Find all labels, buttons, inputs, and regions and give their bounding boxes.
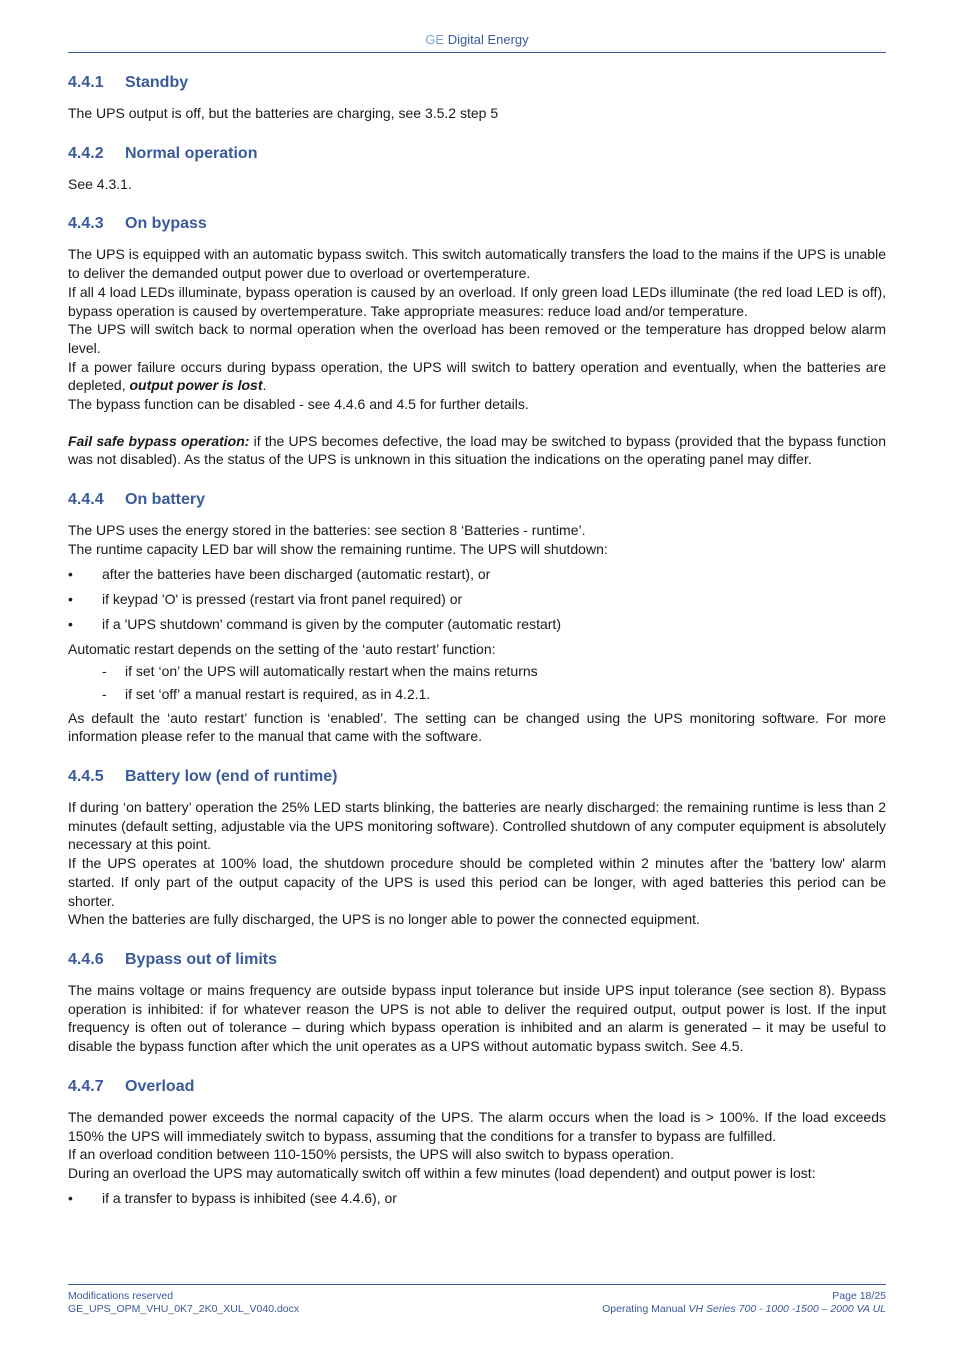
footer-filename: GE_UPS_OPM_VHU_0K7_2K0_XUL_V040.docx: [68, 1303, 300, 1315]
list-item: • if a transfer to bypass is inhibited (see 4.4.6), or: [68, 1189, 886, 1208]
paragraph: The demanded power exceeds the normal capacity of the UPS. The alarm occurs when the load is > 100%. If the load exceeds 150% the UPS will immediately switch to bypass, assuming that the conditions for a transfer to bypass are fulfilled.: [68, 1108, 886, 1144]
section-normal-operation: [68, 143, 886, 194]
section-on-bypass: [68, 213, 886, 469]
paragraph: The UPS uses the energy stored in the batteries: see section 8 ‘Batteries - runtime’.: [68, 522, 586, 539]
emphasis-text: Fail safe bypass operation:: [68, 432, 250, 449]
dash-list: [68, 662, 886, 704]
list-item: - if set ‘off’ a manual restart is required, as in 4.2.1.: [68, 685, 886, 704]
paragraph: Fail safe bypass operation: if the UPS becomes defective, the load may be switched to bypass (provided that the bypass function was not disabled). As the status of the UPS is unknown in this situation the indications on the operating panel may differ.: [68, 432, 886, 468]
manual-title: Operating Manual VH Series 700 - 1000 -1500 – 2000 VA UL: [602, 1303, 886, 1315]
section-heading: 4.4.3 On bypass: [68, 215, 207, 233]
section-bypass-out-of-limits: [68, 949, 886, 1056]
list-item: • if keypad 'O' is pressed (restart via front panel required) or: [68, 590, 886, 609]
section-heading: 4.4.7 Overload: [68, 1077, 195, 1095]
bullet-list: [68, 565, 886, 634]
list-item: • if a 'UPS shutdown' command is given by the computer (automatic restart): [68, 615, 886, 634]
emphasis-text: output power is lost: [129, 377, 263, 394]
paragraph: The runtime capacity LED bar will show the remaining runtime. The UPS will shutdown:: [68, 540, 608, 557]
paragraph: As default the ‘auto restart’ function is ‘enabled’. The setting can be changed using the UPS monitoring software. For more information please refer to the manual that came with the software.: [68, 709, 886, 745]
paragraph: If a power failure occurs during bypass operation, the UPS will switch to battery operation and eventually, when the batteries are depleted, output power is lost.: [68, 358, 886, 394]
paragraph: If during ‘on battery’ operation the 25% LED starts blinking, the batteries are nearly discharged: the remaining runtime is less than 2 minutes (default setting, adjustable via the UPS monitoring software). Controlled shutdown of any computer equipment is absolutely necessary at this point.: [68, 799, 886, 853]
page-number: Page 18/25: [832, 1290, 886, 1302]
paragraph: During an overload the UPS may automatically switch off within a few minutes (load dependent) and output power is lost:: [68, 1164, 816, 1181]
brand-label: GE: [425, 32, 445, 47]
section-overload: [68, 1076, 886, 1208]
paragraph: See 4.3.1.: [68, 175, 132, 192]
paragraph: The mains voltage or mains frequency are outside bypass input tolerance but inside UPS input tolerance (see section 8). Bypass operation is inhibited: if for whatever reason the UPS is not able to deliver the required output, output power is lost. If the input frequency is often out of tolerance – during which bypass operation is inhibited and an alarm is generated – it may be useful to disable the bypass function after which the unit operates as a UPS without automatic bypass switch. See 4.5.: [68, 981, 886, 1055]
section-standby: [68, 72, 886, 123]
section-heading: 4.4.5 Battery low (end of runtime): [68, 768, 338, 786]
paragraph: The UPS output is off, but the batteries are charging, see 3.5.2 step 5: [68, 105, 499, 121]
paragraph: If all 4 load LEDs illuminate, bypass operation is caused by an overload. If only green load LEDs illuminate (the red load LED is off), bypass operation is caused by overtemperature. Take appropriate measures: reduce load and/or temperature.: [68, 283, 886, 319]
document-body: [68, 72, 886, 1227]
paragraph: The UPS is equipped with an automatic bypass switch. This switch automatically transfers the load to the mains if the UPS is unable to deliver the demanded output power due to overload or overtemperature.: [68, 246, 886, 282]
footer-right: [602, 1290, 886, 1316]
paragraph: The bypass function can be disabled - see 4.4.6 and 4.5 for further details.: [68, 396, 529, 413]
footer-left: [68, 1290, 299, 1316]
page-header: [0, 32, 954, 47]
section-heading: 4.4.2 Normal operation: [68, 144, 258, 162]
paragraph: If an overload condition between 110-150% persists, the UPS will also switch to bypass operation.: [68, 1146, 674, 1163]
footer-note: Modifications reserved: [68, 1290, 174, 1302]
spacer: [68, 414, 886, 432]
paragraph: The UPS will switch back to normal operation when the overload has been removed or the temperature has dropped below alarm level.: [68, 321, 886, 356]
paragraph: When the batteries are fully discharged, the UPS is no longer able to power the connected equipment.: [68, 911, 700, 928]
section-heading: 4.4.1 Standby: [68, 74, 189, 91]
section-on-battery: [68, 489, 886, 746]
list-item: • after the batteries have been discharged (automatic restart), or: [68, 565, 886, 584]
list-item: - if set ‘on’ the UPS will automatically restart when the mains returns: [68, 662, 886, 681]
paragraph: Automatic restart depends on the setting of the ‘auto restart’ function:: [68, 640, 496, 657]
footer-divider: [68, 1284, 886, 1285]
section-battery-low: [68, 766, 886, 929]
bullet-list: [68, 1189, 886, 1208]
section-heading: 4.4.6 Bypass out of limits: [68, 950, 278, 968]
header-title: Digital Energy: [447, 32, 529, 47]
section-heading: 4.4.4 On battery: [68, 491, 206, 509]
paragraph: If the UPS operates at 100% load, the shutdown procedure should be completed within 2 minutes after the 'battery low' alarm started. If only part of the output capacity of the UPS is used this period can be longer, with aged batteries this period can be shorter.: [68, 855, 886, 909]
header-divider: [68, 52, 886, 53]
